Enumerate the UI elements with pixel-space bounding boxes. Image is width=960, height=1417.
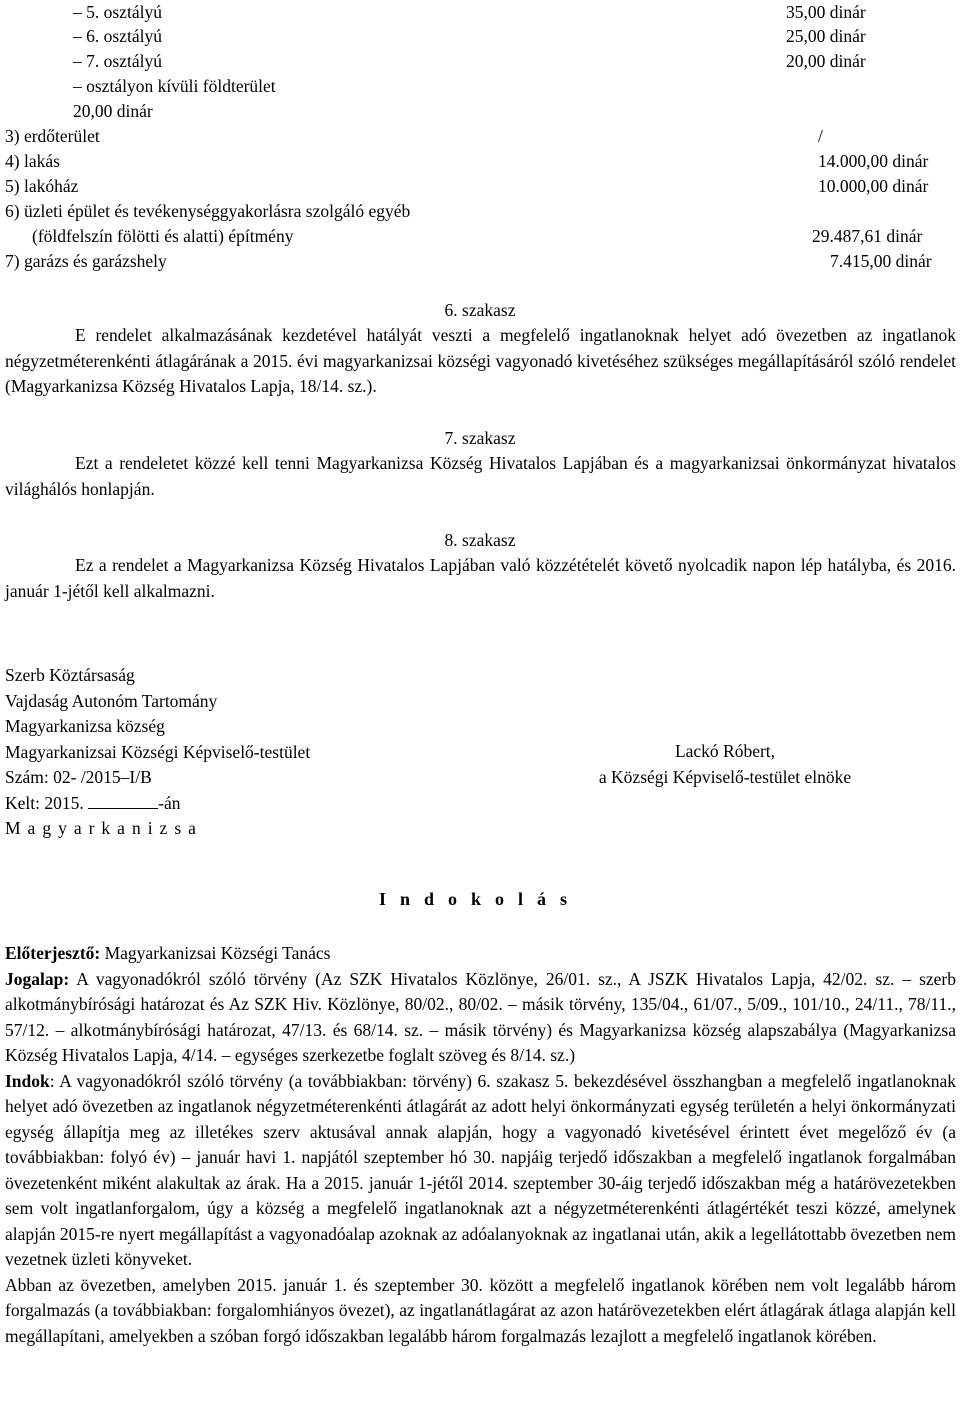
date-blank	[88, 793, 158, 809]
section-paragraph	[5, 553, 956, 604]
rate-label: 7) garázs és garázshely	[5, 251, 167, 271]
reason-paragraph-2: Abban az övezetben, amelyben 2015. január 1. és szeptember 30. között a megfelelő ingatlanok körében nem volt legalább három forgalmazás (a továbbiakban: forgalomhiányos övezet), az ingatlanátlagárat az azon határövezetekben elért átlagárak átlaga alapján kell megállapítani, amelyekben a szóban forgó időszakban legalább három forgalmazás lezajlott a megfelelő ingatlanok körében.	[5, 1274, 956, 1346]
rate-value: 7.415,00 dinár	[830, 251, 932, 271]
rate-label: – 5. osztályú	[73, 2, 162, 22]
section-paragraph	[5, 323, 956, 400]
issuer-line: Magyarkanizsa község	[5, 716, 165, 736]
section-title: 8. szakasz	[444, 530, 516, 550]
justification-heading: Indokolás	[378, 889, 582, 909]
section-title: 7. szakasz	[444, 428, 516, 448]
rate-row	[0, 199, 960, 224]
rate-row	[0, 99, 960, 124]
rate-value: 35,00 dinár	[786, 2, 866, 22]
rate-row	[0, 74, 960, 99]
section-text: E rendelet alkalmazásának kezdetével hatályát veszti a megfelelő ingatlanoknak helyet adó övezetben az ingatlanok négyzetméterenkénti átlagárának a 2015. évi magyarkanizsai községi vagyonadó kivetéséhez szükséges megállapításáról szóló rendelet (Magyarkanizsa Község Hivatalos Lapja, 18/14. sz.).	[5, 325, 956, 396]
rate-row	[0, 224, 960, 249]
section-text: Ez a rendelet a Magyarkanizsa Község Hivatalos Lapjában való közzétételét követő nyolcadik napon lép hatályba, és 2016. január 1-jétől kell alkalmazni.	[5, 555, 956, 601]
rate-row	[0, 174, 960, 199]
rate-value: 20,00 dinár	[786, 51, 866, 71]
rate-label: 5) lakóház	[5, 176, 79, 196]
rate-value: 10.000,00 dinár	[818, 176, 929, 196]
document-number: Szám: 02- /2015–I/B	[5, 767, 152, 787]
justification-body	[5, 941, 956, 1349]
rate-label: 6) üzleti épület és tevékenységgyakorlásra szolgáló egyéb	[5, 201, 411, 221]
issuer-block	[5, 663, 310, 842]
rate-row	[0, 49, 960, 74]
rate-label: 3) erdőterület	[5, 126, 100, 146]
issuer-line: Vajdaság Autonóm Tartomány	[5, 690, 218, 711]
rate-row	[0, 249, 960, 274]
issuer-line: Magyarkanizsai Községi Képviselő-testület	[5, 741, 311, 762]
rate-value: 29.487,61 dinár	[812, 226, 923, 246]
section-title: 6. szakasz	[444, 300, 516, 320]
rate-value: 14.000,00 dinár	[818, 151, 929, 171]
rate-row	[0, 149, 960, 174]
rate-row	[0, 0, 960, 25]
rate-label: – osztályon kívüli földterület	[73, 76, 276, 96]
rate-label: (földfelszín fölötti és alatti) építmény	[32, 226, 294, 246]
issuer-line: Szerb Köztársaság	[5, 665, 135, 685]
rate-label: – 7. osztályú	[73, 51, 162, 71]
rate-row	[0, 124, 960, 149]
rate-value: 20,00 dinár	[73, 101, 153, 121]
rate-label: – 6. osztályú	[73, 26, 162, 46]
proposer-line: Előterjesztő: Magyarkanizsai Községi Tanács	[5, 943, 331, 963]
rate-value: 25,00 dinár	[786, 26, 866, 46]
signatory-title: a Községi Képviselő-testület elnöke	[598, 766, 852, 787]
date-line: Kelt: 2015. -án	[5, 792, 181, 813]
rate-row	[0, 24, 960, 49]
city-name: Magyarkanizsa	[5, 818, 203, 838]
reason-paragraph: Indok: A vagyonadókról szóló törvény (a továbbiakban: törvény) 6. szakasz 5. bekezdésével összhangban a megfelelő ingatlanoknak helyet adó övezetben az ingatlanok négyzetméterenkénti átlagárát az adott helyi önkormányzati egység területén a helyi önkormányzati egység állapítja meg az illetékes szerv aktusával annak alapján, hogy a vagyonadó kivetésével érintett évet megelőző év (a továbbiakban: folyó év) – január havi 1. napjától szeptember hó 30. napjáig terjedő időszakban a megfelelő ingatlanok forgalmában övezetenként miként alakultak az árak. Ha a 2015. január 1-jétől 2014. szeptember 30-áig terjedő időszakban még a határövezetekben sem volt ingatlanforgalom, úgy a község a megfelelő ingatlanoknak azt a négyzetméterenkénti átlagértékét teszi közzé, amelynek alapján 2015-re nyert megállapítást a vagyonadóalap azoknak az adóalanyoknak az ingatlanai után, akik a legellátottabb övezetben nem vezetnek üzleti könyveket.	[5, 1070, 956, 1269]
section-paragraph	[5, 451, 956, 502]
rate-value: /	[818, 126, 823, 146]
section-text: Ezt a rendeletet közzé kell tenni Magyarkanizsa Község Hivatalos Lapjában és a magyarkanizsai önkormányzat hivatalos világhálós honlapján.	[5, 453, 956, 499]
signatory-block	[565, 739, 885, 790]
legal-basis: Jogalap: A vagyonadókról szóló törvény (Az SZK Hivatalos Közlönye, 26/01. sz., A JSZK Hivatalos Lapja, 42/02. sz. – szerb alkotmánybírósági határozat és Az SZK Hiv. Közlönye, 80/02., 80/02. – másik törvény, 135/04., 61/07., 5/09., 101/10., 24/11., 78/11., 57/12. – alkotmánybírósági határozat, 47/13. és 68/14. sz. – másik törvény) és Magyarkanizsa község alapszabálya (Magyarkanizsa Község Hivatalos Lapja, 4/14. – egységes szerkezetbe foglalt szöveg és 8/14. sz.)	[5, 968, 956, 1065]
rate-label: 4) lakás	[5, 151, 60, 171]
signatory-name: Lackó Róbert,	[674, 741, 776, 761]
